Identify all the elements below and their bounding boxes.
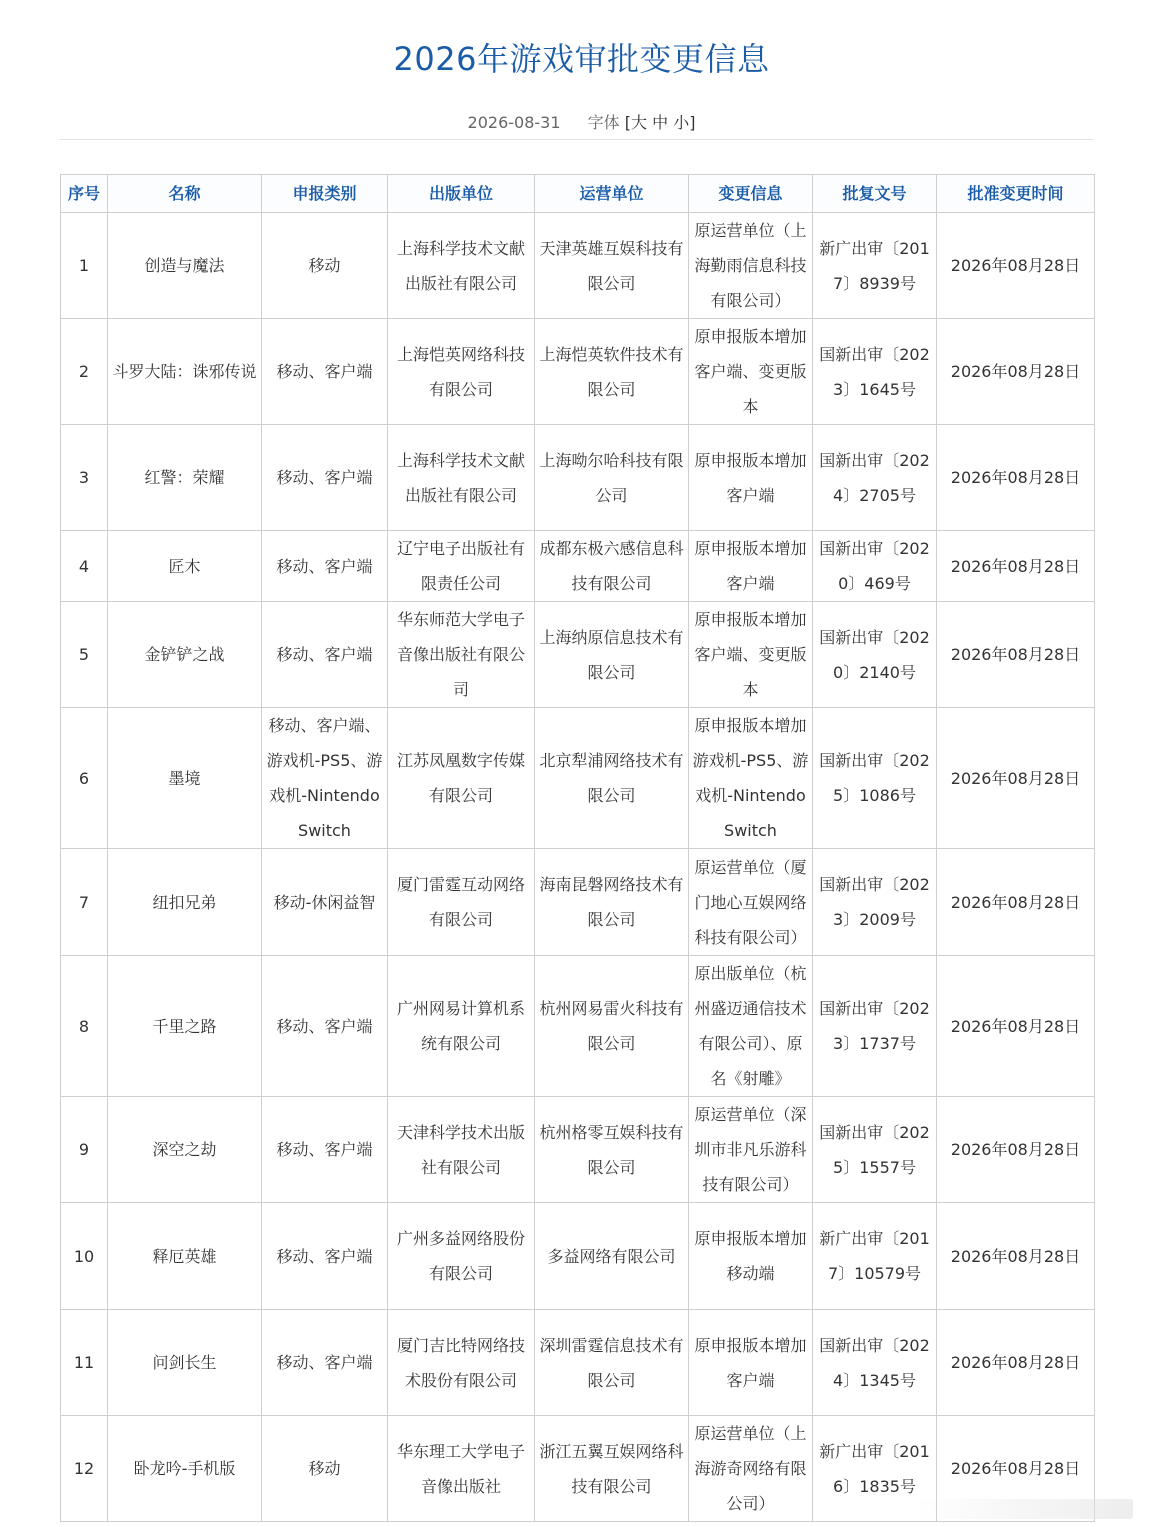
table-row bbox=[61, 708, 1095, 849]
cell-change-info: 原运营单位（深圳市非凡乐游科技有限公司） bbox=[689, 1097, 813, 1203]
cell-publisher: 广州多益网络股份有限公司 bbox=[388, 1203, 535, 1310]
cell-approval-date: 2026年08月28日 bbox=[937, 319, 1095, 425]
cell-operator: 杭州格零互娱科技有限公司 bbox=[535, 1097, 689, 1203]
cell-category: 移动、客户端 bbox=[262, 602, 388, 708]
cell-publisher: 厦门雷霆互动网络有限公司 bbox=[388, 849, 535, 956]
cell-change-info: 原申报版本增加客户端 bbox=[689, 531, 813, 602]
cell-index: 4 bbox=[61, 531, 108, 602]
publish-date: 2026-08-31 bbox=[467, 113, 561, 132]
approval-change-table bbox=[60, 174, 1095, 1522]
cell-game-name: 墨境 bbox=[108, 708, 262, 849]
cell-publisher: 上海恺英网络科技有限公司 bbox=[388, 319, 535, 425]
cell-index: 2 bbox=[61, 319, 108, 425]
cell-approval-number: 国新出审〔2024〕2705号 bbox=[813, 425, 937, 531]
cell-game-name: 纽扣兄弟 bbox=[108, 849, 262, 956]
cell-change-info: 原申报版本增加游戏机-PS5、游戏机-Nintendo Switch bbox=[689, 708, 813, 849]
cell-game-name: 千里之路 bbox=[108, 956, 262, 1097]
cell-change-info: 原运营单位（厦门地心互娱网络科技有限公司） bbox=[689, 849, 813, 956]
table-row bbox=[61, 602, 1095, 708]
cell-operator: 深圳雷霆信息技术有限公司 bbox=[535, 1310, 689, 1416]
table-row bbox=[61, 531, 1095, 602]
cell-game-name: 卧龙吟-手机版 bbox=[108, 1416, 262, 1522]
col-header: 序号 bbox=[61, 175, 108, 213]
cell-approval-date: 2026年08月28日 bbox=[937, 1203, 1095, 1310]
cell-change-info: 原申报版本增加移动端 bbox=[689, 1203, 813, 1310]
font-size-label: 字体 bbox=[587, 113, 620, 132]
cell-category: 移动、客户端 bbox=[262, 1097, 388, 1203]
col-header: 出版单位 bbox=[388, 175, 535, 213]
cell-publisher: 华东理工大学电子音像出版社 bbox=[388, 1416, 535, 1522]
cell-publisher: 上海科学技术文献出版社有限公司 bbox=[388, 213, 535, 319]
divider bbox=[60, 139, 1094, 140]
cell-approval-number: 新广出审〔2017〕8939号 bbox=[813, 213, 937, 319]
col-header: 名称 bbox=[108, 175, 262, 213]
cell-change-info: 原申报版本增加客户端 bbox=[689, 425, 813, 531]
cell-approval-date: 2026年08月28日 bbox=[937, 1097, 1095, 1203]
font-size-bracket-close: ] bbox=[689, 113, 696, 132]
cell-index: 3 bbox=[61, 425, 108, 531]
cell-approval-date: 2026年08月28日 bbox=[937, 956, 1095, 1097]
cell-index: 6 bbox=[61, 708, 108, 849]
cell-operator: 海南昆磐网络技术有限公司 bbox=[535, 849, 689, 956]
watermark bbox=[913, 1499, 1133, 1519]
cell-operator: 多益网络有限公司 bbox=[535, 1203, 689, 1310]
font-size-medium-link[interactable]: 中 bbox=[652, 113, 669, 132]
table-row bbox=[61, 213, 1095, 319]
cell-operator: 天津英雄互娱科技有限公司 bbox=[535, 213, 689, 319]
font-size-large-link[interactable]: 大 bbox=[630, 113, 647, 132]
cell-game-name: 问剑长生 bbox=[108, 1310, 262, 1416]
cell-change-info: 原申报版本增加客户端、变更版本 bbox=[689, 602, 813, 708]
col-header: 批准变更时间 bbox=[937, 175, 1095, 213]
cell-category: 移动、客户端 bbox=[262, 1203, 388, 1310]
cell-approval-number: 国新出审〔2024〕1345号 bbox=[813, 1310, 937, 1416]
font-size-bracket-open: [ bbox=[624, 113, 631, 132]
cell-index: 12 bbox=[61, 1416, 108, 1522]
table-row bbox=[61, 956, 1095, 1097]
cell-approval-date: 2026年08月28日 bbox=[937, 602, 1095, 708]
cell-category: 移动、客户端 bbox=[262, 956, 388, 1097]
cell-game-name: 红警：荣耀 bbox=[108, 425, 262, 531]
cell-change-info: 原申报版本增加客户端 bbox=[689, 1310, 813, 1416]
table-row bbox=[61, 1097, 1095, 1203]
cell-approval-date: 2026年08月28日 bbox=[937, 425, 1095, 531]
cell-approval-number: 新广出审〔2016〕1835号 bbox=[813, 1416, 937, 1522]
table-row bbox=[61, 849, 1095, 956]
cell-publisher: 华东师范大学电子音像出版社有限公司 bbox=[388, 602, 535, 708]
table-row bbox=[61, 1203, 1095, 1310]
cell-category: 移动-休闲益智 bbox=[262, 849, 388, 956]
cell-approval-date: 2026年08月28日 bbox=[937, 849, 1095, 956]
cell-category: 移动、客户端 bbox=[262, 319, 388, 425]
cell-game-name: 匠木 bbox=[108, 531, 262, 602]
cell-approval-number: 国新出审〔2025〕1086号 bbox=[813, 708, 937, 849]
cell-publisher: 辽宁电子出版社有限责任公司 bbox=[388, 531, 535, 602]
cell-index: 11 bbox=[61, 1310, 108, 1416]
cell-change-info: 原运营单位（上海勤雨信息科技有限公司） bbox=[689, 213, 813, 319]
cell-publisher: 厦门吉比特网络技术股份有限公司 bbox=[388, 1310, 535, 1416]
cell-operator: 杭州网易雷火科技有限公司 bbox=[535, 956, 689, 1097]
col-header: 申报类别 bbox=[262, 175, 388, 213]
table-header-row bbox=[61, 175, 1095, 213]
font-size-small-link[interactable]: 小 bbox=[673, 113, 690, 132]
cell-publisher: 广州网易计算机系统有限公司 bbox=[388, 956, 535, 1097]
cell-publisher: 上海科学技术文献出版社有限公司 bbox=[388, 425, 535, 531]
cell-change-info: 原运营单位（上海游奇网络有限公司） bbox=[689, 1416, 813, 1522]
cell-category: 移动 bbox=[262, 213, 388, 319]
cell-publisher: 天津科学技术出版社有限公司 bbox=[388, 1097, 535, 1203]
cell-game-name: 释厄英雄 bbox=[108, 1203, 262, 1310]
col-header: 运营单位 bbox=[535, 175, 689, 213]
cell-category: 移动、客户端、游戏机-PS5、游戏机-Nintendo Switch bbox=[262, 708, 388, 849]
cell-approval-number: 新广出审〔2017〕10579号 bbox=[813, 1203, 937, 1310]
cell-index: 10 bbox=[61, 1203, 108, 1310]
cell-approval-date: 2026年08月28日 bbox=[937, 1416, 1095, 1522]
cell-category: 移动、客户端 bbox=[262, 425, 388, 531]
cell-operator: 成都东极六感信息科技有限公司 bbox=[535, 531, 689, 602]
cell-index: 5 bbox=[61, 602, 108, 708]
cell-change-info: 原出版单位（杭州盛迈通信技术有限公司）、原名《射雕》 bbox=[689, 956, 813, 1097]
cell-approval-number: 国新出审〔2023〕2009号 bbox=[813, 849, 937, 956]
cell-approval-date: 2026年08月28日 bbox=[937, 1310, 1095, 1416]
cell-category: 移动 bbox=[262, 1416, 388, 1522]
article-meta bbox=[0, 110, 1163, 133]
cell-approval-number: 国新出审〔2020〕469号 bbox=[813, 531, 937, 602]
cell-category: 移动、客户端 bbox=[262, 531, 388, 602]
cell-game-name: 深空之劫 bbox=[108, 1097, 262, 1203]
table-row bbox=[61, 1310, 1095, 1416]
cell-approval-date: 2026年08月28日 bbox=[937, 531, 1095, 602]
cell-approval-date: 2026年08月28日 bbox=[937, 213, 1095, 319]
table-row bbox=[61, 319, 1095, 425]
page-title: 2026年游戏审批变更信息 bbox=[393, 40, 770, 78]
cell-approval-number: 国新出审〔2023〕1737号 bbox=[813, 956, 937, 1097]
cell-change-info: 原申报版本增加客户端、变更版本 bbox=[689, 319, 813, 425]
col-header: 变更信息 bbox=[689, 175, 813, 213]
cell-approval-number: 国新出审〔2023〕1645号 bbox=[813, 319, 937, 425]
cell-category: 移动、客户端 bbox=[262, 1310, 388, 1416]
cell-publisher: 江苏凤凰数字传媒有限公司 bbox=[388, 708, 535, 849]
cell-index: 8 bbox=[61, 956, 108, 1097]
cell-approval-date: 2026年08月28日 bbox=[937, 708, 1095, 849]
cell-operator: 上海呦尔哈科技有限公司 bbox=[535, 425, 689, 531]
cell-approval-number: 国新出审〔2020〕2140号 bbox=[813, 602, 937, 708]
cell-operator: 上海纳原信息技术有限公司 bbox=[535, 602, 689, 708]
cell-game-name: 创造与魔法 bbox=[108, 213, 262, 319]
cell-game-name: 斗罗大陆：诛邪传说 bbox=[108, 319, 262, 425]
cell-operator: 浙江五翼互娱网络科技有限公司 bbox=[535, 1416, 689, 1522]
col-header: 批复文号 bbox=[813, 175, 937, 213]
cell-game-name: 金铲铲之战 bbox=[108, 602, 262, 708]
cell-index: 7 bbox=[61, 849, 108, 956]
cell-index: 9 bbox=[61, 1097, 108, 1203]
table-row bbox=[61, 425, 1095, 531]
cell-operator: 北京犁浦网络技术有限公司 bbox=[535, 708, 689, 849]
font-size-switcher bbox=[588, 113, 696, 132]
cell-approval-number: 国新出审〔2025〕1557号 bbox=[813, 1097, 937, 1203]
cell-operator: 上海恺英软件技术有限公司 bbox=[535, 319, 689, 425]
cell-index: 1 bbox=[61, 213, 108, 319]
